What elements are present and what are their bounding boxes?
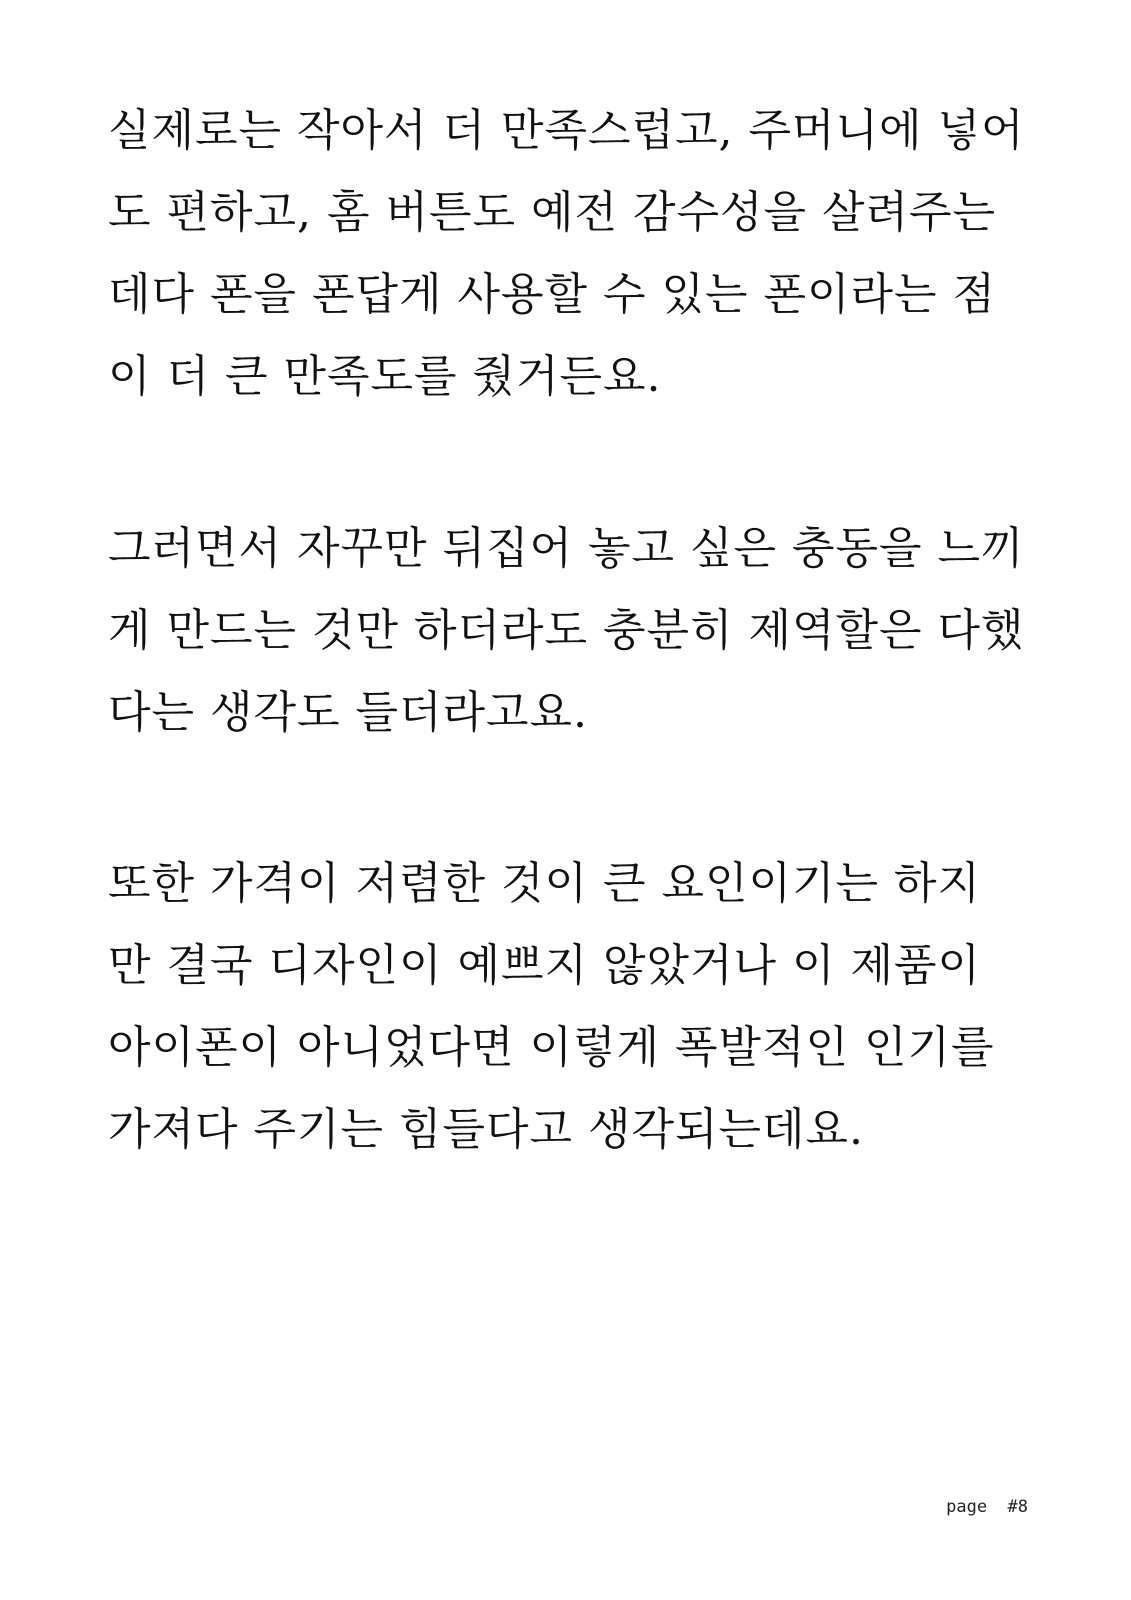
page-number: page #8: [946, 1497, 1028, 1517]
text-line: 또한 가격이 저렴한 것이 큰 요인이기는 하지: [108, 858, 981, 909]
text-line: 그러면서 자꾸만 뒤집어 놓고 싶은 충동을 느끼: [108, 523, 1025, 574]
text-line: 다는 생각도 들더라고요.: [108, 687, 588, 738]
text-line: 데다 폰을 폰답게 사용할 수 있는 폰이라는 점: [108, 269, 996, 320]
text-line: 아이폰이 아니었다면 이렇게 폭발적인 인기를: [108, 1022, 995, 1073]
text-line: 가져다 주기는 힘들다고 생각되는데요.: [108, 1104, 865, 1155]
paragraph-3: [108, 843, 1028, 1171]
text-line: 만 결국 디자인이 예쁘지 않았거나 이 제품이: [108, 940, 981, 991]
text-line: 게 만드는 것만 하더라도 충분히 제역할은 다했: [108, 605, 1025, 656]
text-line: 이 더 큰 만족도를 줬거든요.: [108, 351, 662, 402]
text-line: 도 편하고, 홈 버튼도 예전 감수성을 살려주는: [108, 187, 996, 238]
text-line: 실제로는 작아서 더 만족스럽고, 주머니에 넣어: [108, 105, 1025, 156]
paragraph-1: [108, 90, 1028, 418]
paragraph-2: [108, 508, 1028, 754]
